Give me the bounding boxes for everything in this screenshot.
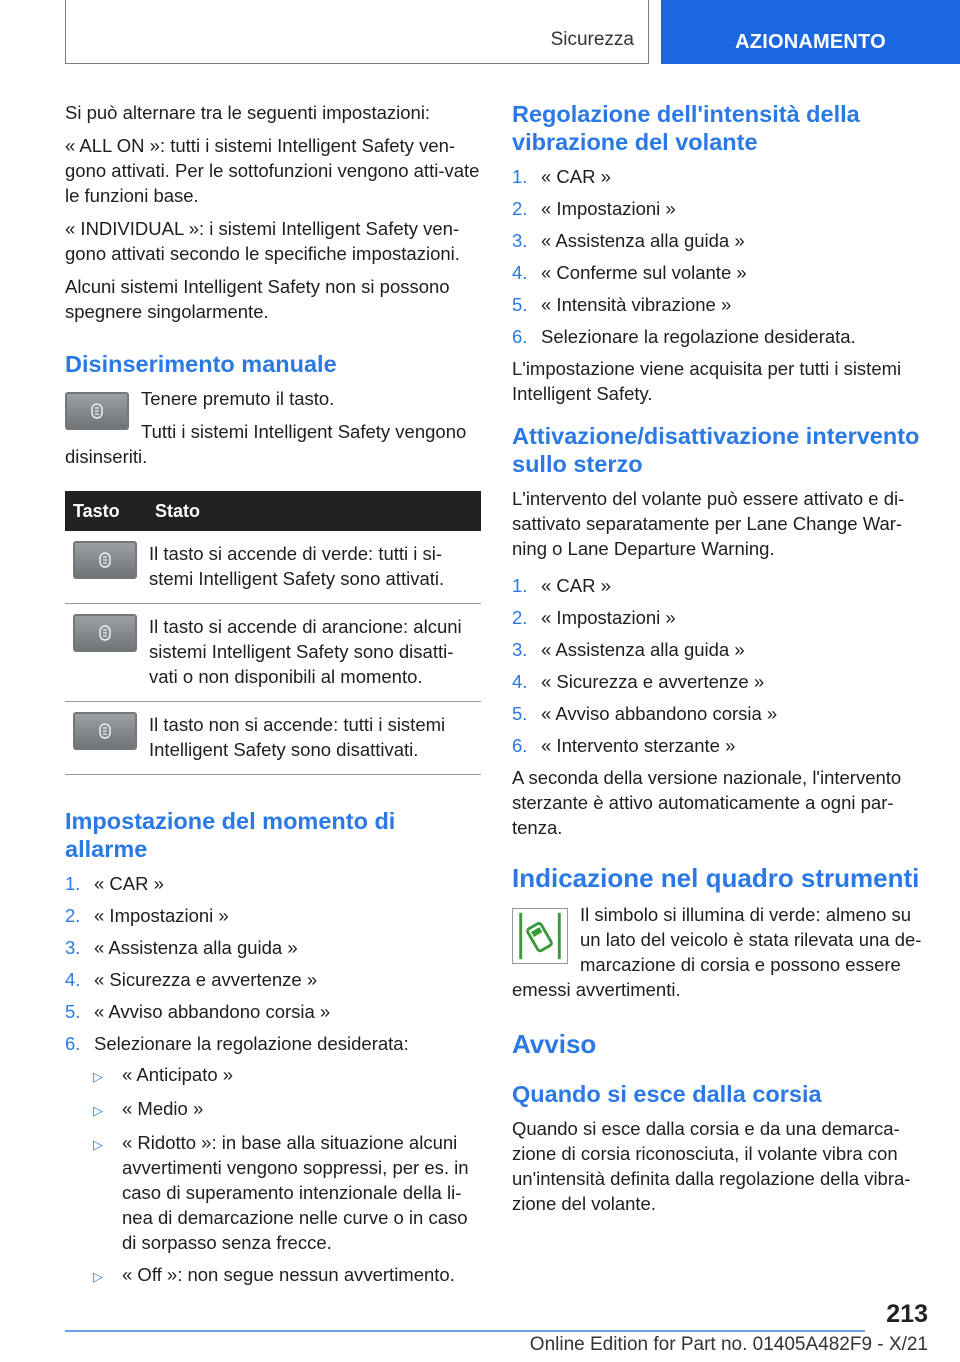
table-row — [65, 531, 481, 604]
steering-steps — [512, 573, 928, 758]
safety-button-icon — [73, 712, 137, 750]
manual-step-1: Tenere premuto il tasto. — [141, 388, 335, 409]
state-text: Il tasto si accende di arancione: alcuni sistemi Intelligent Safety sono disatti-vati o non disponibili al momento. — [147, 604, 481, 702]
triangle-bullet-icon: ▷ — [93, 1269, 103, 1284]
section-title: Sicurezza — [550, 29, 634, 50]
list-item: 2. « Impostazioni » — [512, 607, 676, 628]
list-item: 3. « Assistenza alla guida » — [512, 230, 745, 251]
manual-off-block — [65, 386, 481, 469]
safety-button-icon — [65, 392, 129, 430]
footer-divider — [65, 1330, 865, 1332]
steering-note: A seconda della versione nazionale, l'intervento sterzante è attivo automaticamente a ogni par-tenza. — [512, 767, 902, 838]
state-text: Il tasto si accende di verde: tutti i si-stemi Intelligent Safety sono attivati. — [147, 531, 481, 604]
cluster-block — [512, 902, 928, 1002]
page-number: 213 — [886, 1300, 928, 1328]
triangle-bullet-icon: ▷ — [93, 1137, 103, 1152]
table-row — [65, 604, 481, 702]
note-text: Alcuni sistemi Intelligent Safety non si possono spegnere singolarmente. — [65, 276, 450, 322]
right-column — [512, 100, 928, 1224]
vibration-steps — [512, 164, 928, 349]
list-item: 2. « Impostazioni » — [65, 905, 229, 926]
list-item: ▷ « Ridotto »: in base alla situazione alcuni avvertimenti vengono soppressi, per es. in caso di superamento intenzionale della li-nea di demarcazione nelle curve o in caso di sorpasso senza frecce. — [93, 1132, 469, 1253]
list-item: 5. « Avviso abbandono corsia » — [512, 703, 778, 724]
list-item: 1. « CAR » — [512, 166, 611, 187]
steering-intro: L'intervento del volante può essere attivato e di-sattivato separatamente per Lane Change War-ning o Lane Departure Warning. — [512, 488, 905, 559]
individual-text: « INDIVIDUAL »: i sistemi Intelligent Safety ven-gono attivati secondo le specifiche impostazioni. — [65, 218, 460, 264]
all-on-text: « ALL ON »: tutti i sistemi Intelligent Safety ven-gono attivati. Per le sottofunzioni vengono atti-vate le funzioni base. — [65, 135, 480, 206]
safety-button-icon — [73, 541, 137, 579]
list-item: ▷ « Off »: non segue nessun avvertimento. — [93, 1262, 481, 1289]
leave-lane-text: Quando si esce dalla corsia e da una demarca-zione di corsia riconosciuta, il volante vibra con un'intensità definita dalla regolazione della vibra-zione del volante. — [512, 1118, 911, 1214]
chapter-tab[interactable]: AZIONAMENTO — [661, 0, 960, 64]
list-item: 5. « Avviso abbandono corsia » — [65, 1001, 331, 1022]
vibration-note: L'impostazione viene acquisita per tutti i sistemi Intelligent Safety. — [512, 358, 902, 404]
list-item: 4. « Conferme sul volante » — [512, 262, 747, 283]
list-item: 6. Selezionare la regolazione desiderata. — [512, 326, 856, 347]
state-text: Il tasto non si accende: tutti i sistemi Intelligent Safety sono disattivati. — [147, 702, 481, 775]
safety-button-icon — [73, 614, 137, 652]
table-row — [65, 702, 481, 775]
alarm-steps — [65, 871, 481, 1296]
footer-edition: Online Edition for Part no. 01405A482F9 - X/21 — [529, 1334, 928, 1355]
key-state-table — [65, 491, 481, 775]
manual-step-2: Tutti i sistemi Intelligent Safety vengono disinseriti. — [65, 421, 467, 467]
alarm-options — [93, 1062, 481, 1289]
list-item: 1. « CAR » — [65, 873, 164, 894]
list-item: 5. « Intensità vibrazione » — [512, 294, 732, 315]
warning-heading: Avviso — [512, 1029, 597, 1059]
leave-lane-heading: Quando si esce dalla corsia — [512, 1081, 822, 1107]
column-header-key: Tasto — [65, 491, 147, 531]
list-item: 3. « Assistenza alla guida » — [512, 639, 745, 660]
header-section-box — [65, 0, 649, 64]
list-item: 4. « Sicurezza e avvertenze » — [65, 969, 318, 990]
manual-off-heading: Disinserimento manuale — [65, 351, 337, 377]
list-item: 4. « Sicurezza e avvertenze » — [512, 671, 765, 692]
list-item: 3. « Assistenza alla guida » — [65, 937, 298, 958]
cluster-heading: Indicazione nel quadro strumenti — [512, 863, 920, 893]
list-item: 6. « Intervento sterzante » — [512, 735, 736, 756]
steering-heading: Attivazione/disattivazione intervento sullo sterzo — [512, 423, 920, 477]
cluster-text: Il simbolo si illumina di verde: almeno su un lato del veicolo è stata rilevata una de-marcazione di corsia e possono essere emessi avvertimenti. — [512, 904, 922, 1000]
alarm-heading: Impostazione del momento di allarme — [65, 808, 396, 862]
list-item: ▷ « Anticipato » — [93, 1062, 481, 1089]
triangle-bullet-icon: ▷ — [93, 1103, 103, 1118]
list-item: 2. « Impostazioni » — [512, 198, 676, 219]
lane-departure-icon — [512, 908, 568, 964]
column-header-state: Stato — [147, 491, 481, 531]
list-item: ▷ « Medio » — [93, 1096, 481, 1123]
left-column — [65, 100, 481, 1303]
intro-text: Si può alternare tra le seguenti impostazioni: — [65, 102, 431, 123]
vibration-heading: Regolazione dell'intensità della vibrazione del volante — [512, 101, 860, 155]
list-item: 1. « CAR » — [512, 575, 611, 596]
triangle-bullet-icon: ▷ — [93, 1069, 103, 1084]
list-item: 6. Selezionare la regolazione desiderata: ▷ « Anticipato » ▷ « Medio » ▷ « Ridotto »: in base alla situazione alcuni avvertimenti vengono soppressi, per es. in caso di superamento intenzionale della li-nea di demarcazione nelle curve o in caso di sorpasso senza frecce. ▷ « Off »: non segue nessun avvertimento. — [65, 1031, 481, 1296]
